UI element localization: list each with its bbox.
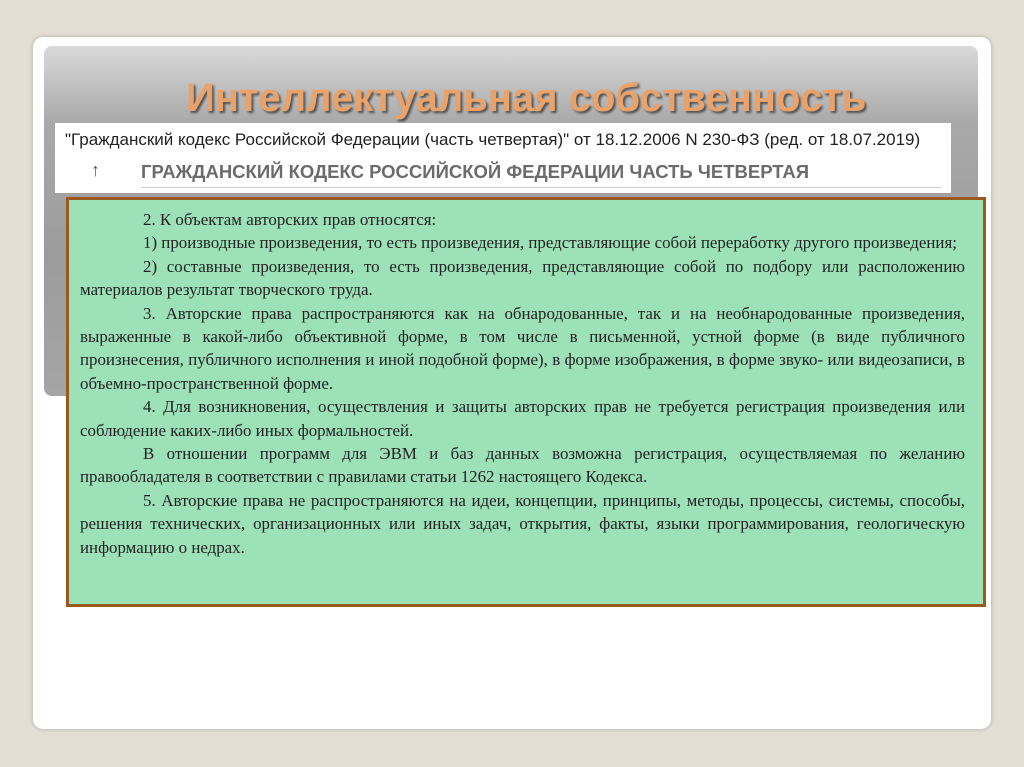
document-heading-text: ГРАЖДАНСКИЙ КОДЕКС РОССИЙСКОЙ ФЕДЕРАЦИИ ЧАСТЬ ЧЕТВЕРТАЯ xyxy=(141,161,810,182)
document-reference: "Гражданский кодекс Российской Федерации (часть четвертая)" от 18.12.2006 N 230-ФЗ (ред. от 18.07.2019) xyxy=(65,130,921,149)
article-paragraph: 3. Авторские права распространяются как на обнародованные, так и на необнародованные произведения, выраженные в какой-либо объективной форме, в том числе в письменной, устной форме (в виде публичного произнесения, публичного исполнения и иной подобной форме), в форме изображения, в форме звуко- или видеозаписи, в объемно-пространственной форме. xyxy=(80,303,965,393)
article-text-box xyxy=(66,197,986,607)
article-paragraph: 4. Для возникновения, осуществления и защиты авторских прав не требуется регистрация произведения или соблюдение каких-либо иных формальностей. xyxy=(80,397,965,440)
article-paragraph: 5. Авторские права не распространяются на идеи, концепции, принципы, методы, процессы, системы, способы, решения технических, организационных или иных задач, открытия, факты, языки программирования, геологическую информацию о недрах. xyxy=(80,490,965,557)
article-paragraph: В отношении программ для ЭВМ и баз данных возможна регистрация, осуществляемая по желанию правообладателя в соответствии с правилами статьи 1262 настоящего Кодекса. xyxy=(80,444,965,487)
up-arrow-icon: ↑ xyxy=(91,160,100,180)
document-excerpt-header xyxy=(55,123,951,193)
slide-title: Интеллектуальная собственность xyxy=(186,76,867,120)
document-heading xyxy=(91,160,810,183)
heading-underline xyxy=(141,187,941,188)
article-paragraph: 2. К объектам авторских прав относятся: xyxy=(143,210,437,229)
article-paragraph: 1) производные произведения, то есть произведения, представляющие собой переработку другого произведения; xyxy=(143,233,957,253)
article-paragraph: 2) составные произведения, то есть произведения, представляющие собой по подбору или расположению материалов результат творческого труда. xyxy=(80,256,965,300)
